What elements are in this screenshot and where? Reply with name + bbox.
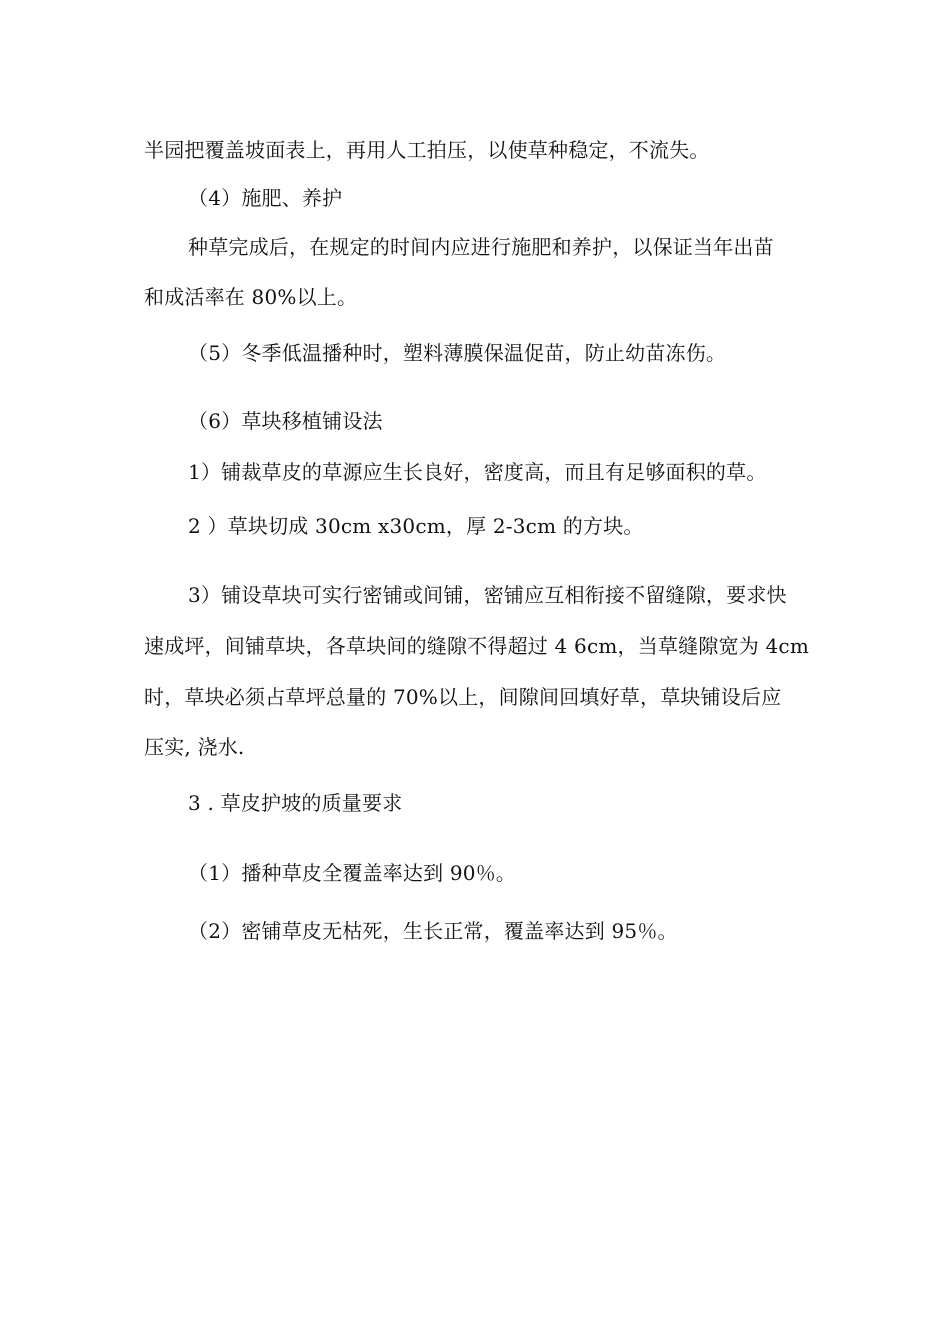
section-heading-winter-sowing: （5）冬季低温播种时，塑料薄膜保温促苗，防止幼苗冻伤。 bbox=[188, 341, 727, 365]
section-heading-sod-transplant: （6）草块移植铺设法 bbox=[188, 409, 383, 433]
list-item-3: 3）铺设草块可实行密铺或间铺，密铺应互相衔接不留缝隙，要求快 bbox=[188, 583, 787, 607]
section-heading-fertilize: （4）施肥、养护 bbox=[188, 186, 343, 210]
paragraph-line: 半园把覆盖坡面表上，再用人工拍压，以使草种稳定，不流失。 bbox=[144, 138, 710, 162]
section-heading-quality: 3 . 草皮护坡的质量要求 bbox=[188, 791, 403, 815]
paragraph-line: 时，草块必须占草坪总量的 70%以上，间隙间回填好草，草块铺设后应 bbox=[144, 685, 782, 709]
list-item-2: 2 ）草块切成 30cm x30cm，厚 2-3cm 的方块。 bbox=[188, 514, 644, 538]
paragraph-line: 压实, 浇水. bbox=[144, 735, 245, 759]
paragraph-line: 和成活率在 80%以上。 bbox=[144, 285, 358, 309]
paragraph-line: 种草完成后，在规定的时间内应进行施肥和养护，以保证当年出苗 bbox=[188, 235, 774, 259]
paragraph-line: 速成坪，间铺草块，各草块间的缝隙不得超过 4 6cm，当草缝隙宽为 4cm bbox=[144, 634, 809, 658]
list-item-1: 1）铺裁草皮的草源应生长良好，密度高，而且有足够面积的草。 bbox=[188, 460, 767, 484]
quality-item-1: （1）播种草皮全覆盖率达到 90％。 bbox=[188, 861, 517, 885]
quality-item-2: （2）密铺草皮无枯死，生长正常，覆盖率达到 95％。 bbox=[188, 919, 678, 943]
